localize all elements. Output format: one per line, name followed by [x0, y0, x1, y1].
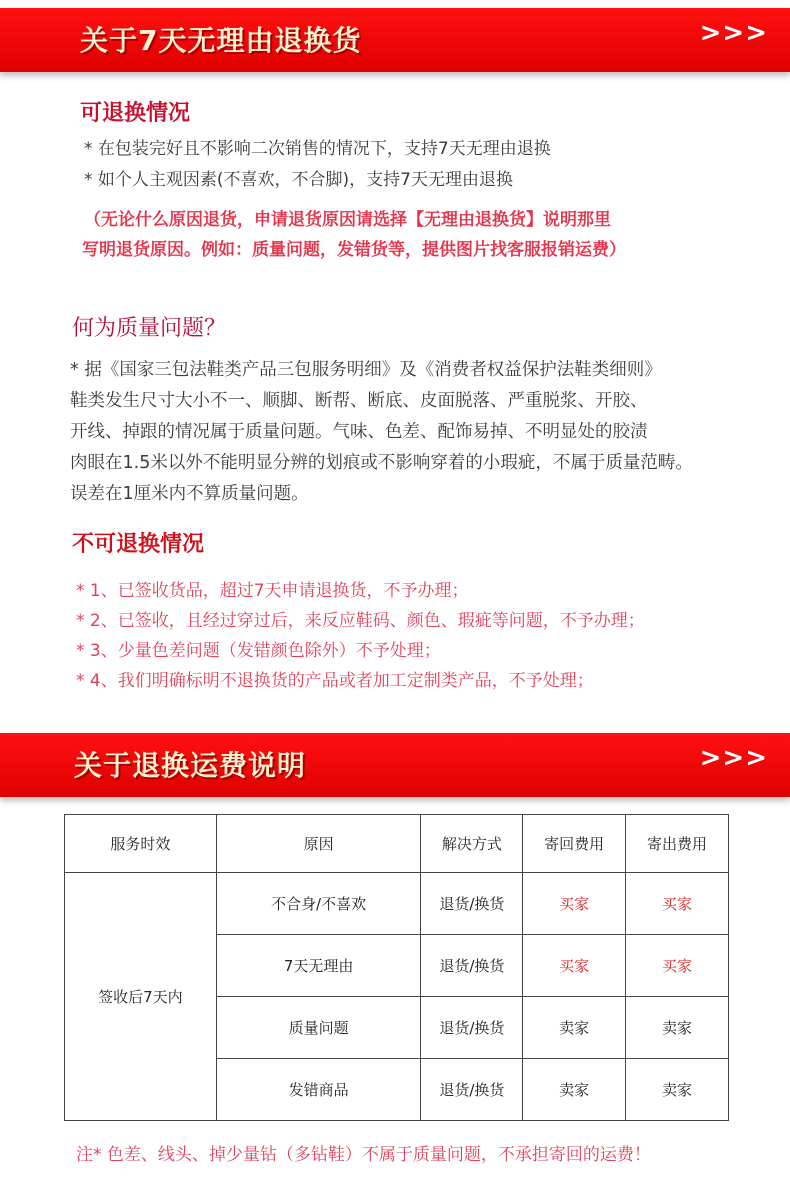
quality-text-line: 肉眼在1.5米以外不能明显分辨的划痕或不影响穿着的小瑕疵，不属于质量范畴。 [70, 453, 693, 473]
header-service-period: 服务时效 [65, 815, 217, 873]
reason-cell: 7天无理由 [216, 935, 421, 997]
reason-cell: 质量问题 [216, 997, 421, 1059]
quality-heading: 何为质量问题？ [72, 316, 227, 341]
quality-text-line: 误差在1厘米内不算质量问题。 [70, 484, 309, 504]
quality-text-line: * 据《国家三包法鞋类产品三包服务明细》及《消费者权益保护法鞋类细则》 [70, 360, 662, 380]
header-return-fee: 寄回费用 [523, 815, 626, 873]
return-policy-banner [0, 8, 790, 72]
send-fee-cell: 买家 [626, 935, 729, 997]
quality-text-line: 鞋类发生尺寸大小不一、顺脚、断帮、断底、皮面脱落、严重脱浆、开胶、 [70, 391, 648, 411]
non-returnable-item: * 4、我们明确标明不退换货的产品或者加工定制类产品，不予处理； [76, 671, 594, 691]
return-fee-cell: 买家 [523, 873, 626, 935]
table-row [65, 873, 729, 935]
solution-cell: 退货/换货 [421, 873, 523, 935]
send-fee-cell: 卖家 [626, 1059, 729, 1121]
shipping-fee-table [64, 814, 729, 1121]
reason-cell: 发错商品 [216, 1059, 421, 1121]
banner-title: 关于退换运费说明 [74, 749, 307, 782]
returnable-heading: 可退换情况 [80, 101, 191, 126]
arrows-icon: >>> [699, 18, 768, 48]
refund-notice-line: （无论什么原因退货，申请退货原因请选择【无理由退换货】说明那里 [84, 210, 611, 230]
header-reason: 原因 [216, 815, 421, 873]
reason-cell: 不合身/不喜欢 [216, 873, 421, 935]
non-returnable-heading: 不可退换情况 [72, 532, 205, 557]
footnote: 注* 色差、线头、掉少量钻（多钻鞋）不属于质量问题，不承担寄回的运费！ [76, 1145, 651, 1165]
return-fee-cell: 卖家 [523, 997, 626, 1059]
returnable-item: * 如个人主观因素(不喜欢，不合脚)，支持7天无理由退换 [84, 170, 513, 190]
solution-cell: 退货/换货 [421, 997, 523, 1059]
header-solution: 解决方式 [421, 815, 523, 873]
banner-title: 关于7天无理由退换货 [80, 24, 362, 57]
returnable-item: * 在包装完好且不影响二次销售的情况下，支持7天无理由退换 [84, 139, 551, 159]
return-fee-cell: 买家 [523, 935, 626, 997]
send-fee-cell: 卖家 [626, 997, 729, 1059]
non-returnable-item: * 3、少量色差问题（发错颜色除外）不予处理； [76, 641, 441, 661]
service-period-cell: 签收后7天内 [65, 873, 217, 1121]
non-returnable-item: * 1、已签收货品，超过7天申请退换货，不予办理； [76, 581, 469, 601]
quality-text-line: 开线、掉跟的情况属于质量问题。气味、色差、配饰易掉、不明显处的胶渍 [70, 422, 648, 442]
arrows-icon: >>> [699, 743, 768, 773]
solution-cell: 退货/换货 [421, 935, 523, 997]
non-returnable-item: * 2、已签收，且经过穿过后，来反应鞋码、颜色、瑕疵等问题，不予办理； [76, 611, 645, 631]
return-fee-cell: 卖家 [523, 1059, 626, 1121]
table-header-row [65, 815, 729, 873]
refund-notice-line: 写明退货原因。例如：质量问题，发错货等，提供图片找客服报销运费） [82, 240, 626, 260]
header-send-fee: 寄出费用 [626, 815, 729, 873]
solution-cell: 退货/换货 [421, 1059, 523, 1121]
shipping-fee-banner [0, 733, 790, 797]
send-fee-cell: 买家 [626, 873, 729, 935]
